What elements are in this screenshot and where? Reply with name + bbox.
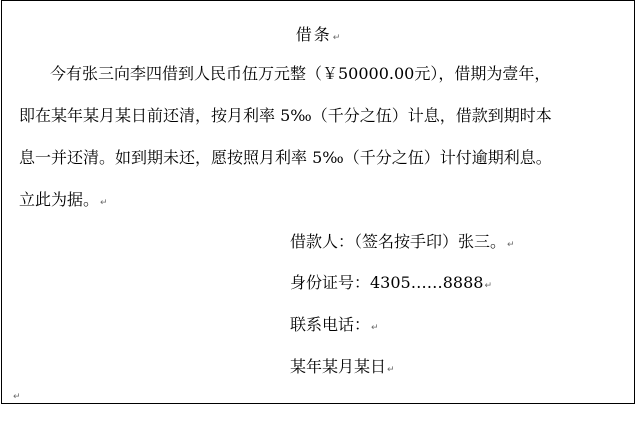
phone-text: 联系电话： <box>290 315 371 334</box>
date-line <box>290 357 395 380</box>
closing-text: 立此为据。 <box>19 190 100 209</box>
borrower-line <box>290 232 515 255</box>
document-title <box>2 25 636 48</box>
paragraph-mark-icon: ↵ <box>484 281 492 291</box>
borrower-text: 借款人：（签名按手印）张三。 <box>290 232 507 251</box>
body-paragraph-line-2: 即在某年某月某日前还清，按月利率 5‰（千分之伍）计息，借款到期时本 <box>19 106 552 125</box>
paragraph-mark-icon: ↵ <box>13 392 21 402</box>
body-paragraph-line-4 <box>19 190 108 213</box>
paragraph-mark-icon: ↵ <box>332 33 343 43</box>
body-paragraph-line-3: 息一并还清。如到期未还，愿按照月利率 5‰（千分之伍）计付逾期利息。 <box>19 148 552 167</box>
paragraph-mark-icon: ↵ <box>387 365 395 375</box>
paragraph-mark-icon: ↵ <box>371 323 379 333</box>
paragraph-mark-icon: ↵ <box>507 240 515 250</box>
document-frame <box>1 0 635 404</box>
id-number-text: 身份证号：4305……8888 <box>290 273 484 292</box>
id-number-line <box>290 273 492 296</box>
date-text: 某年某月某日 <box>290 357 387 376</box>
title-text: 借条 <box>295 25 332 44</box>
paragraph-mark-icon: ↵ <box>100 198 108 208</box>
body-paragraph-line-1: 今有张三向李四借到人民币伍万元整（￥50000.00元），借期为壹年， <box>50 64 551 83</box>
phone-line <box>290 315 379 338</box>
